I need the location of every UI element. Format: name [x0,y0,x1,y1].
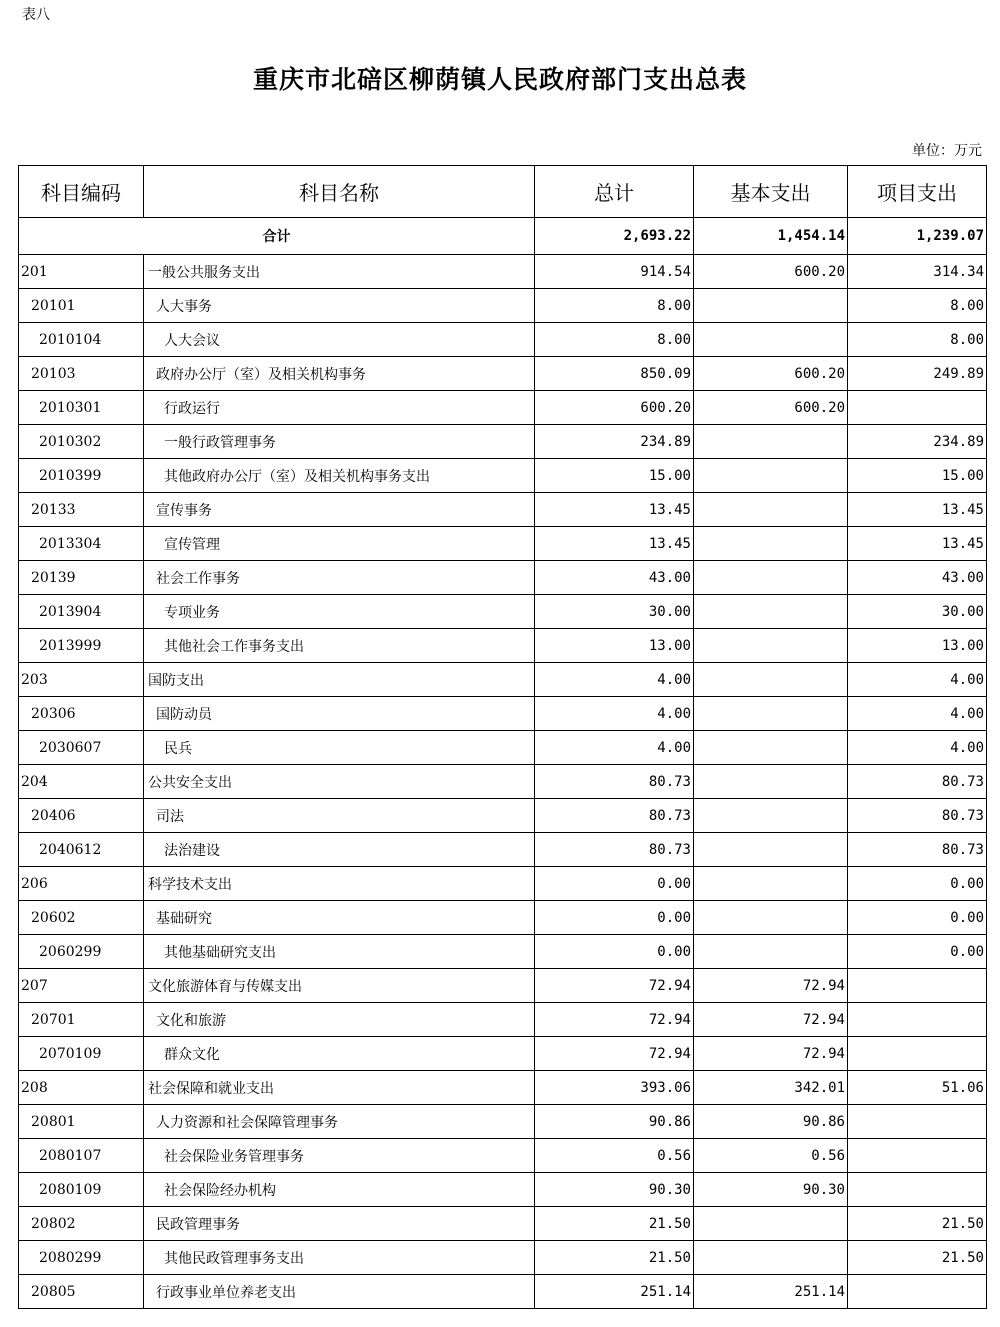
row-code: 20602 [19,901,144,935]
row-basic [694,289,848,323]
row-total: 80.73 [535,833,694,867]
row-code: 2010399 [19,459,144,493]
row-code: 2013999 [19,629,144,663]
row-project: 13.45 [848,493,987,527]
row-total: 72.94 [535,1003,694,1037]
row-code: 20139 [19,561,144,595]
row-total: 13.45 [535,493,694,527]
row-total: 80.73 [535,765,694,799]
header-project: 项目支出 [848,166,987,218]
row-basic: 72.94 [694,969,848,1003]
row-project: 13.00 [848,629,987,663]
row-code: 203 [19,663,144,697]
row-total: 8.00 [535,323,694,357]
page-title: 重庆市北碚区柳荫镇人民政府部门支出总表 [252,65,747,94]
row-name: 社会工作事务 [144,561,535,595]
row-name: 专项业务 [144,595,535,629]
row-total: 0.00 [535,935,694,969]
row-total: 234.89 [535,425,694,459]
table-row [19,1275,987,1309]
row-total: 393.06 [535,1071,694,1105]
row-total: 90.30 [535,1173,694,1207]
table-row [19,1105,987,1139]
table-row [19,901,987,935]
row-name: 宣传管理 [144,527,535,561]
table-row [19,697,987,731]
row-code: 208 [19,1071,144,1105]
row-basic: 72.94 [694,1003,848,1037]
row-total: 15.00 [535,459,694,493]
row-basic [694,629,848,663]
row-basic: 90.86 [694,1105,848,1139]
row-project [848,1173,987,1207]
row-project: 0.00 [848,935,987,969]
row-code: 2080109 [19,1173,144,1207]
row-name: 国防支出 [144,663,535,697]
row-basic [694,935,848,969]
row-project: 43.00 [848,561,987,595]
row-project: 13.45 [848,527,987,561]
table-row [19,935,987,969]
row-name: 政府办公厅（室）及相关机构事务 [144,357,535,391]
row-basic [694,595,848,629]
header-name: 科目名称 [144,166,535,218]
row-project: 4.00 [848,663,987,697]
row-name: 法治建设 [144,833,535,867]
row-total: 0.56 [535,1139,694,1173]
row-total: 80.73 [535,799,694,833]
row-total: 4.00 [535,663,694,697]
row-project: 15.00 [848,459,987,493]
row-code: 2070109 [19,1037,144,1071]
table-row [19,1037,987,1071]
row-project [848,969,987,1003]
row-project: 80.73 [848,833,987,867]
table-row [19,1207,987,1241]
row-basic: 251.14 [694,1275,848,1309]
row-basic [694,697,848,731]
total-label: 合计 [19,218,535,255]
table-row [19,289,987,323]
row-total: 4.00 [535,731,694,765]
row-project [848,1003,987,1037]
table-row [19,561,987,595]
row-code: 20802 [19,1207,144,1241]
row-basic [694,459,848,493]
row-basic [694,731,848,765]
row-code: 2040612 [19,833,144,867]
row-name: 社会保险业务管理事务 [144,1139,535,1173]
row-name: 基础研究 [144,901,535,935]
row-name: 其他民政管理事务支出 [144,1241,535,1275]
row-total: 72.94 [535,1037,694,1071]
row-basic: 600.20 [694,255,848,289]
row-name: 宣传事务 [144,493,535,527]
table-row [19,1241,987,1275]
header-basic: 基本支出 [694,166,848,218]
row-project: 249.89 [848,357,987,391]
row-name: 民政管理事务 [144,1207,535,1241]
table-row [19,1071,987,1105]
row-code: 2010301 [19,391,144,425]
table-row [19,765,987,799]
row-code: 204 [19,765,144,799]
row-name: 行政运行 [144,391,535,425]
row-total: 13.45 [535,527,694,561]
row-code: 20406 [19,799,144,833]
row-total: 90.86 [535,1105,694,1139]
row-basic [694,425,848,459]
row-name: 群众文化 [144,1037,535,1071]
row-project: 0.00 [848,867,987,901]
table-row [19,1139,987,1173]
row-project [848,1037,987,1071]
header-total: 总计 [535,166,694,218]
row-name: 司法 [144,799,535,833]
table-row [19,833,987,867]
row-total: 0.00 [535,901,694,935]
row-project: 30.00 [848,595,987,629]
total-project: 1,239.07 [848,218,987,255]
row-total: 4.00 [535,697,694,731]
row-basic: 342.01 [694,1071,848,1105]
row-basic [694,901,848,935]
row-project [848,391,987,425]
row-name: 国防动员 [144,697,535,731]
row-basic: 600.20 [694,357,848,391]
table-row [19,391,987,425]
row-total: 13.00 [535,629,694,663]
table-row [19,527,987,561]
row-total: 8.00 [535,289,694,323]
row-basic [694,1207,848,1241]
row-basic: 72.94 [694,1037,848,1071]
row-basic [694,663,848,697]
row-project: 0.00 [848,901,987,935]
table-row [19,731,987,765]
row-project: 51.06 [848,1071,987,1105]
table-row [19,1173,987,1207]
expenditure-table [18,165,987,1309]
row-code: 2080299 [19,1241,144,1275]
row-project [848,1275,987,1309]
row-code: 20701 [19,1003,144,1037]
unit-label: 单位：万元 [912,143,982,159]
row-name: 科学技术支出 [144,867,535,901]
row-basic: 90.30 [694,1173,848,1207]
row-name: 文化旅游体育与传媒支出 [144,969,535,1003]
row-basic: 0.56 [694,1139,848,1173]
row-total: 0.00 [535,867,694,901]
row-name: 文化和旅游 [144,1003,535,1037]
row-name: 人大事务 [144,289,535,323]
row-project: 314.34 [848,255,987,289]
row-code: 2080107 [19,1139,144,1173]
row-name: 人力资源和社会保障管理事务 [144,1105,535,1139]
total-total: 2,693.22 [535,218,694,255]
row-name: 其他基础研究支出 [144,935,535,969]
row-code: 2010302 [19,425,144,459]
row-basic [694,765,848,799]
row-code: 2030607 [19,731,144,765]
row-code: 20805 [19,1275,144,1309]
table-row [19,323,987,357]
row-project: 4.00 [848,731,987,765]
row-code: 2060299 [19,935,144,969]
table-row [19,459,987,493]
table-row [19,425,987,459]
row-project: 4.00 [848,697,987,731]
row-total: 251.14 [535,1275,694,1309]
row-project: 8.00 [848,323,987,357]
row-name: 公共安全支出 [144,765,535,799]
table-row [19,867,987,901]
row-project: 8.00 [848,289,987,323]
row-code: 2010104 [19,323,144,357]
row-name: 民兵 [144,731,535,765]
table-row [19,663,987,697]
row-project: 80.73 [848,765,987,799]
row-total: 72.94 [535,969,694,1003]
table-row [19,595,987,629]
row-project [848,1139,987,1173]
row-total: 21.50 [535,1207,694,1241]
total-basic: 1,454.14 [694,218,848,255]
row-name: 一般行政管理事务 [144,425,535,459]
row-code: 2013304 [19,527,144,561]
header-code: 科目编码 [19,166,144,218]
row-name: 行政事业单位养老支出 [144,1275,535,1309]
row-name: 其他政府办公厅（室）及相关机构事务支出 [144,459,535,493]
row-code: 206 [19,867,144,901]
row-name: 社会保障和就业支出 [144,1071,535,1105]
row-code: 20133 [19,493,144,527]
row-basic [694,323,848,357]
header-row [19,166,987,218]
row-code: 20103 [19,357,144,391]
row-project [848,1105,987,1139]
total-row [19,218,987,255]
row-code: 207 [19,969,144,1003]
row-basic [694,493,848,527]
row-basic: 600.20 [694,391,848,425]
table-body [19,218,987,1309]
row-total: 600.20 [535,391,694,425]
table-row [19,1003,987,1037]
table-row [19,629,987,663]
row-basic [694,833,848,867]
row-basic [694,867,848,901]
row-code: 20306 [19,697,144,731]
table-row [19,255,987,289]
row-total: 850.09 [535,357,694,391]
table-row [19,357,987,391]
row-total: 914.54 [535,255,694,289]
row-name: 人大会议 [144,323,535,357]
row-project: 80.73 [848,799,987,833]
row-project: 21.50 [848,1241,987,1275]
row-total: 21.50 [535,1241,694,1275]
row-project: 234.89 [848,425,987,459]
row-code: 2013904 [19,595,144,629]
table-row [19,493,987,527]
row-basic [694,799,848,833]
row-basic [694,561,848,595]
table-row [19,969,987,1003]
row-code: 20101 [19,289,144,323]
row-project: 21.50 [848,1207,987,1241]
row-name: 其他社会工作事务支出 [144,629,535,663]
row-name: 社会保险经办机构 [144,1173,535,1207]
row-basic [694,1241,848,1275]
row-total: 30.00 [535,595,694,629]
table-row [19,799,987,833]
row-code: 20801 [19,1105,144,1139]
row-code: 201 [19,255,144,289]
page-label: 表八 [22,7,50,23]
row-name: 一般公共服务支出 [144,255,535,289]
row-total: 43.00 [535,561,694,595]
row-basic [694,527,848,561]
